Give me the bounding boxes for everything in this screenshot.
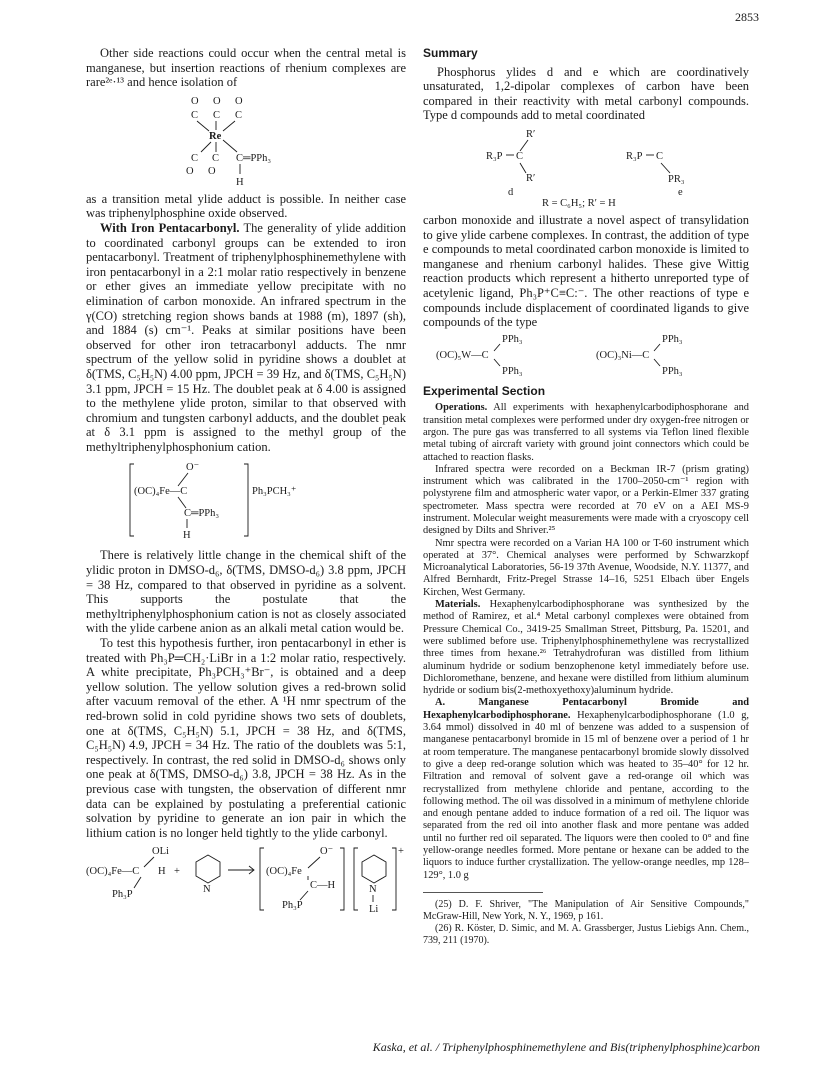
bond	[223, 121, 235, 131]
bracket	[354, 848, 358, 910]
atom-label: R′	[526, 128, 536, 140]
footnote: (25) D. F. Shriver, "The Manipulation of Air Sensitive Compounds," McGraw-Hill, New York, N. Y., 1969, p 161.	[423, 898, 749, 922]
atom-label: PPh₃	[502, 333, 523, 345]
bond	[300, 891, 308, 900]
run-in-heading: With Iron Pentacarbonyl.	[100, 220, 240, 235]
atom-label: Ph₃P	[112, 889, 133, 901]
bond	[654, 359, 660, 366]
page-number: 2853	[735, 10, 759, 24]
bracket	[244, 464, 248, 536]
paragraph	[423, 697, 749, 881]
compound-label: d	[508, 186, 514, 198]
paragraph	[423, 599, 749, 697]
bond	[144, 857, 154, 867]
lithium-scheme	[86, 844, 406, 920]
atom-label: (OC)₅W—C	[436, 349, 489, 361]
atom-label: C	[191, 152, 199, 164]
atom-label: O⁻	[186, 462, 200, 474]
atom-label: Ph₃P	[282, 900, 303, 912]
atom-label: H	[183, 530, 191, 542]
atom-label: C	[212, 152, 220, 164]
atom-label: (OC)₄Fe	[266, 866, 302, 878]
atom-label: Re	[209, 130, 222, 142]
atom-label: (OC)₄Fe—C	[86, 866, 140, 878]
atom-label: OLi	[152, 846, 169, 858]
atom-label: R₃P	[486, 150, 503, 162]
paragraph: Phosphorus ylides d and e which are coordinatively unsaturated, 1,2-dipolar complexes of carbon have been compared in their reactivity with metal carbonyl compounds. Type d compounds add to metal coordinated	[423, 64, 749, 123]
atom-label: C	[656, 150, 664, 162]
paragraph-text: The generality of ylide addition to coordinated carbonyl groups can be extended to iron pentacarbonyl. Treatment of triphenylphosphinemethylene with iron pentacarbonyl in a 2:1 molar ratio respectively in benzene or ether gives an immediate yellow precipitate with no elimination of carbon monoxide. An infrared spectrum in the γ(CO) stretching region shows bands at 1988 (m), 1897 (sh), and 1884 (s) cm⁻¹. Peaks at similar positions have been observed for other iron tetracarbonyl adducts. The nmr spectrum of the yellow solid in pyridine shows a doublet at δ(TMS, C₅H₅N) 4.00 ppm, JPCH = 39 Hz, and δ(TMS, C₅H₅N) 3.1 ppm, JPCH = 15 Hz. The doublet peak at δ 4.00 is assigned to the methylene ylide proton, similar to that observed with chromium and tungsten carbonyl adducts, and the doublet peak at δ 3.1 ppm is assigned to the methyl group of the methyltriphenylphosphonium cation.	[86, 220, 406, 454]
atom-label: (OC)₄Fe—C	[134, 486, 188, 498]
atom-label: Li	[369, 904, 379, 916]
run-in-heading: Operations.	[435, 402, 488, 414]
paragraph: Other side reactions could occur when the central metal is manganese, but insertion reactions of rhenium complexes are rare²ᵉ·¹³ and hence isolation of	[86, 46, 406, 90]
pyridine-ring	[196, 855, 220, 883]
bond	[661, 163, 670, 173]
bond	[178, 497, 186, 508]
atom-label: C	[235, 109, 243, 121]
paragraph-text: Hexaphenylcarbodiphosphorane (1.0 g, 3.64 mmol) dissolved in 40 ml of benzene was added to a suspension of manganese pentacarbonyl bromide in 15 ml of benzene over a period of 1 hr at room temperature. The manganese pentacarbonyl bromide slowly dissolved to give a deep red-orange solution which was heated to 35–40° for 12 hr. Filtration and removal of solvent gave a red-orange oil which was recrystallized from methylene chloride and pentane, according to the following method. The oil was dissolved in a minimum of methylene chloride and enough pentane added to induce formation of a red oil. The liquor was separated from the red oil into another flask and more pentane was added until no further red oil separated. The liquors were then cooled to 0° and fine yellow-orange needles formed. More pentane or hexane can be added to the liquors to induce further crystallization. The yellow-orange needles, mp 128–129°, 1.0 g	[423, 709, 749, 881]
paragraph	[86, 221, 406, 455]
bond	[520, 163, 526, 173]
bracket	[392, 848, 396, 910]
atom-label: PPh₃	[662, 365, 683, 377]
atom-label: H	[236, 176, 244, 188]
atom-label: C	[516, 150, 524, 162]
operator: +	[174, 866, 180, 878]
rhenium-structure	[86, 94, 406, 186]
atom-label: O	[213, 95, 221, 107]
section-heading: Experimental Section	[423, 383, 546, 398]
atom-label: O	[235, 95, 243, 107]
bond	[197, 121, 209, 131]
footnote: (26) R. Köster, D. Simic, and M. A. Grassberger, Justus Liebigs Ann. Chem., 739, 211 (1970).	[423, 922, 749, 946]
atom-label: Ph₃PCH₃⁺	[252, 486, 297, 498]
bracket	[130, 464, 134, 536]
bond	[134, 877, 141, 888]
atom-label: H	[158, 866, 166, 878]
iron-adduct-structure	[86, 458, 406, 542]
atom-label: O	[191, 95, 199, 107]
paragraph: There is relatively little change in the chemical shift of the ylidic proton in DMSO-d₆, δ(TMS, DMSO-d₆) 3.8 ppm, JPCH = 38 Hz, compared to that observed in pyridine as a solvent. This supports the postulate that the methyltriphenylphosphonium cation is not as closely associated with the ylide carbene anion as an alkali metal cation would be.	[86, 548, 406, 636]
paragraph-text: All experiments with hexaphenylcarbodiphosphorane and transition metal complexes were performed under dry oxygen-free nitrogen or argon. The pure gas was transferred to all systems via Teflon lined flexible metal tubing of aircraft variety with ground joint connectors which could be attached to reaction flasks.	[423, 402, 749, 463]
paragraph: Infrared spectra were recorded on a Beckman IR-7 (prism grating) instrument which was calibrated in the 1700–2050-cm⁻¹ region with polystyrene film and atmospheric water vapor, or a Perkin-Elmer 337 grating spectrometer. Mass spectra were recorded at 70 eV on a AEI MS-9 instrument. Molecular weight measurements were made with a cryoscopy cell designed by Dilts and Shriver.²⁵	[423, 463, 749, 537]
atom-label: C═PPh₃	[184, 508, 220, 520]
compound-label: e	[678, 186, 683, 198]
atom-label: O⁻	[320, 846, 334, 858]
bond	[494, 359, 500, 366]
atom-label: (OC)₃Ni—C	[596, 349, 650, 361]
atom-label: C	[191, 109, 199, 121]
atom-label: R′	[526, 172, 536, 184]
bond	[494, 344, 500, 351]
atom-label: O	[208, 165, 216, 177]
experimental-text	[423, 402, 749, 882]
paragraph	[423, 402, 749, 463]
atom-label: R₃P	[626, 150, 643, 162]
atom-label: PPh₃	[662, 333, 683, 345]
left-column	[86, 46, 406, 926]
section-heading: Summary	[423, 46, 478, 60]
atom-label: PPh₃	[502, 365, 523, 377]
bond	[520, 140, 528, 151]
paragraph: as a transition metal ylide adduct is possible. In neither case was triphenylphosphine oxide observed.	[86, 191, 406, 221]
bond	[223, 140, 237, 152]
bond	[178, 473, 188, 486]
atom-label: PR₃	[668, 173, 685, 185]
bond	[201, 142, 211, 152]
paragraph: carbon monoxide and illustrate a novel aspect of transylidation to give ylide carbene complexes. In contrast, the addition of type e compounds to metal coordinated carbon monoxide is limited to manganese and rhenium carbonyl halides. These give Wittig reaction products which represent a hitherto unreported type of acetylenic ligand, Ph₃P⁺C≡C:⁻. The other reactions of type e compounds include displacement of coordinated ligands to give compounds of the type	[423, 212, 749, 330]
run-in-heading: A. Manganese Pentacarbonyl Bromide and Hexaphenylcarbodiphosphorane.	[423, 697, 749, 721]
charge: +	[398, 846, 404, 858]
footnote-rule	[423, 892, 543, 899]
atom-label: C	[213, 109, 221, 121]
bracket	[260, 848, 264, 910]
definition: R = C₆H₅; R′ = H	[542, 197, 616, 209]
paragraph-text: Hexaphenylcarbodiphosphorane was synthesized by the method of Ramirez, et al.⁴ Metal carbonyl complexes were obtained from Pressure Chemical Co., 3419-25 Smallman Street, Pittsburg, Pa. 15201, and were sublimed before use. Triphenylphosphinemethylene was recrystallized three times from hexane.²⁶ Tetrahydrofuran was distilled from lithium aluminum hydride or sodium benzophenone ketyl immediately before use. Dichloromethane, benzene, and hexane were distilled from lithium aluminum hydride or sodium bis(2-methoxyethoxy)aluminum hydride.	[423, 599, 749, 697]
bond	[654, 344, 660, 351]
atom-label: O	[186, 165, 194, 177]
right-column	[423, 46, 749, 947]
atom-label: N	[369, 884, 377, 896]
ylide-structures	[423, 127, 749, 207]
pyridine-ring	[362, 855, 386, 883]
atom-label: N	[203, 884, 211, 896]
paragraph: Nmr spectra were recorded on a Varian HA 100 or T-60 instrument which operated at 37°. Chemical analyses were performed by Schwarzkopf Microanalytical Laboratories, 56-19 37th Avenue, Woodside, N.Y. 11377, and Alfred Bernhardt, Fritz-Pregel Strasse 14–16, 5251 Elbach über Engels Kirchen, West Germany.	[423, 537, 749, 598]
bond	[308, 857, 320, 868]
paragraph: To test this hypothesis further, iron pentacarbonyl in ether is treated with Ph₃P═CH₂·LiBr in a 1:2 molar ratio, respectively. A white precipitate, Ph₃PCH₃⁺Br⁻, is obtained and a deep yellow solution. The yellow solution gives a red-brown solid after vacuum removal of the ether. A ¹H nmr spectrum of the red-brown solid in cold pyridine shows two sets of doublets, one at δ(TMS, C₅H₅N) 5.1, JPCH = 38 Hz, and δ(TMS, C₅H₅N) 4.9, JPCH = 34 Hz. The ratio of the doublets was 5:1, respectively. In contrast, the red solid in DMSO-d₆ shows only one peak at δ(TMS, DMSO-d₆) 3.8, JPCH = 38 Hz. As in the previous case with tungsten, the observation of different nmr data can be explained by postulating a preferential cationic solvation by pyridine to generate an ion pair in which the lithium cation is no longer held tightly to the ylide carbonyl.	[86, 636, 406, 840]
running-footer: Kaska, et al. / Triphenylphosphinemethylene and Bis(triphenylphosphine)carbon	[372, 1040, 760, 1054]
run-in-heading: Materials.	[435, 599, 481, 611]
complexes-structures	[423, 334, 749, 378]
atom-label: C═PPh₃	[236, 152, 272, 164]
bracket	[340, 848, 344, 910]
atom-label: C—H	[310, 880, 336, 892]
